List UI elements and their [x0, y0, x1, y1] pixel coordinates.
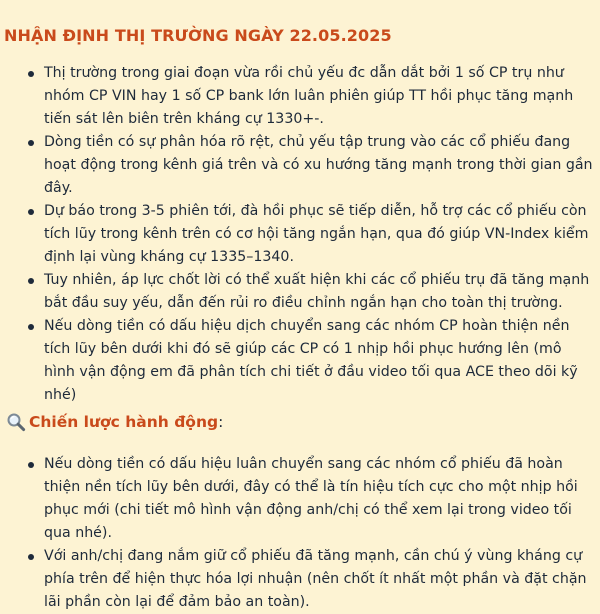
list-item: Dự báo trong 3-5 phiên tới, đà hồi phục sẽ tiếp diễn, hỗ trợ các cổ phiếu còn tích lũy trong kênh trên có cơ hội tăng ngắn hạn, qua đó giúp VN-Index kiểm định lại vùng kháng cự 1335–1340. [0, 200, 600, 269]
strategy-list [0, 453, 600, 614]
strategy-heading [6, 412, 223, 432]
page-title: NHẬN ĐỊNH THỊ TRƯỜNG NGÀY 22.05.2025 [4, 26, 392, 45]
list-item: Thị trường trong giai đoạn vừa rồi chủ yếu đc dẫn dắt bởi 1 số CP trụ như nhóm CP VIN hay 1 số CP bank lớn luân phiên giúp TT hồi phục tăng mạnh tiến sát lên biên trên kháng cự 1330+-. [0, 62, 600, 131]
list-item: Dòng tiền có sự phân hóa rõ rệt, chủ yếu tập trung vào các cổ phiếu đang hoạt động trong kênh giá trên và có xu hướng tăng mạnh trong thời gian gần đây. [0, 131, 600, 200]
list-item: Tuy nhiên, áp lực chốt lời có thể xuất hiện khi các cổ phiếu trụ đã tăng mạnh bắt đầu suy yếu, dẫn đến rủi ro điều chỉnh ngắn hạn cho toàn thị trường. [0, 269, 600, 315]
magnifying-glass-icon [6, 412, 26, 432]
list-item: Nếu dòng tiền có dấu hiệu dịch chuyển sang các nhóm CP hoàn thiện nền tích lũy bên dưới khi đó sẽ giúp các CP có 1 nhịp hồi phục hướng lên (mô hình vận động em đã phân tích chi tiết ở đầu video tối qua ACE theo dõi kỹ nhé) [0, 315, 600, 407]
list-item: Với anh/chị đang nắm giữ cổ phiếu đã tăng mạnh, cần chú ý vùng kháng cự phía trên để hiện thực hóa lợi nhuận (nên chốt ít nhất một phần và đặt chặn lãi phần còn lại để đảm bảo an toàn). [0, 545, 600, 614]
list-item: Nếu dòng tiền có dấu hiệu luân chuyển sang các nhóm cổ phiếu đã hoàn thiện nền tích lũy bên dưới, đây có thể là tín hiệu tích cực cho một nhịp hồi phục mới (chi tiết mô hình vận động anh/chị có thể xem lại trong video tối qua nhé). [0, 453, 600, 545]
strategy-heading-colon: : [218, 413, 224, 431]
market-analysis-list [0, 62, 600, 407]
strategy-heading-label: Chiến lược hành động [29, 413, 219, 431]
